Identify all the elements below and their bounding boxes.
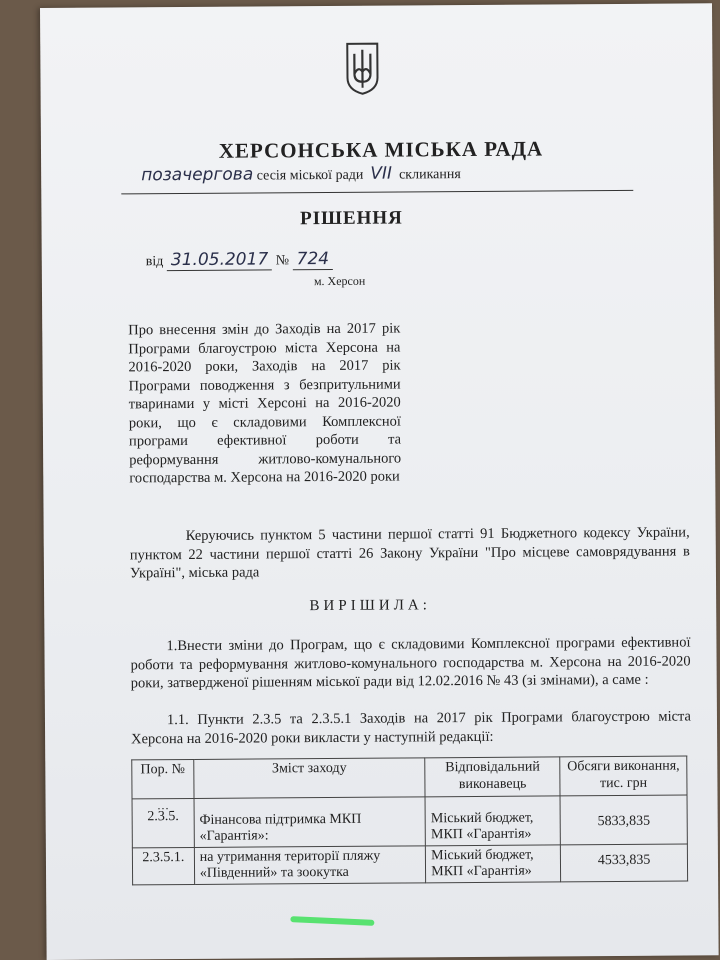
convocation-handwritten: VII — [370, 163, 393, 184]
row-content: Фінансова підтримка МКП «Гарантія»: — [194, 796, 426, 847]
table-row — [132, 844, 687, 885]
row-responsible: Міський бюджет, МКП «Гарантія» — [425, 795, 560, 845]
decision-date: 31.05.2017 — [167, 249, 272, 271]
row-volume: 4533,835 — [561, 844, 688, 882]
row-num — [132, 798, 194, 847]
from-label: від — [145, 254, 164, 270]
row-responsible: Міський бюджет, МКП «Гарантія» — [426, 844, 561, 882]
row-num-value: 2.3.5.1. — [142, 849, 185, 865]
header-responsible: Відповідальний виконавець — [425, 757, 560, 797]
row-num — [132, 847, 194, 884]
row-num-prefix: … — [156, 797, 170, 812]
convocation-text: скликання — [398, 167, 461, 183]
row-content: на утримання території пляжу «Південний» та зоокутка — [194, 845, 426, 884]
row-num-value: 2.3.5. — [147, 809, 179, 825]
header-divider — [121, 190, 633, 195]
decision-number: 724 — [293, 249, 334, 270]
table-row — [132, 795, 687, 848]
session-line — [141, 162, 601, 185]
decided-heading: ВИРІШИЛА: — [309, 597, 431, 615]
number-label: № — [275, 253, 290, 269]
decision-subject: Про внесення змін до Заходів на 2017 рік Програми благоустрою міста Херсона на 2016-2020 роки, Заходів на 2017 рік Програми поводження з безпритульними тваринами у місті Херсоні на 2016-2020 роки, що є складовими Комплексної програми ефективної роботи та реформування житлово-комунального господарства м. Херсона на 2016-2020 роки — [128, 320, 402, 487]
header-num: Пор. № — [132, 759, 194, 798]
measures-table — [131, 755, 688, 884]
decision-title: РІШЕННЯ — [299, 207, 403, 230]
session-handwritten: позачергова — [141, 164, 254, 186]
highlighter-mark — [290, 916, 374, 926]
dateline — [146, 248, 446, 270]
city-label: м. Херсон — [313, 273, 366, 289]
document-page — [40, 3, 719, 960]
row-volume: 5833,835 — [560, 795, 687, 845]
header-content: Зміст заходу — [194, 758, 426, 798]
point-1-1: 1.1. Пункти 2.3.5 та 2.3.5.1 Заходів на 2017 рік Програми благоустрою міста Херсона на 2016-2020 роки викласти у наступній редакції: — [131, 708, 692, 747]
point-1: 1.Внести зміни до Програм, що є складовими Комплексної програми ефективної роботи та реформування житлово-комунального господарства м. Херсона на 2016-2020 роки, затвердженої рішенням міської ради від 12.02.2016 № 43 (зі змінами), а саме : — [130, 634, 691, 692]
session-text: сесія міської ради — [256, 167, 364, 184]
table-header-row — [132, 756, 687, 798]
legal-basis: Керуючись пунктом 5 частини першої статті 91 Бюджетного кодексу України, пунктом 22 частини першої статті 26 Закону України "Про місцеве самоврядування в Україні", міська рада — [129, 524, 690, 582]
trident-emblem-icon — [344, 42, 380, 96]
header-volume: Обсяги виконання, тис. грн — [560, 756, 687, 795]
council-title: ХЕРСОНСЬКА МІСЬКА РАДА — [218, 136, 544, 163]
